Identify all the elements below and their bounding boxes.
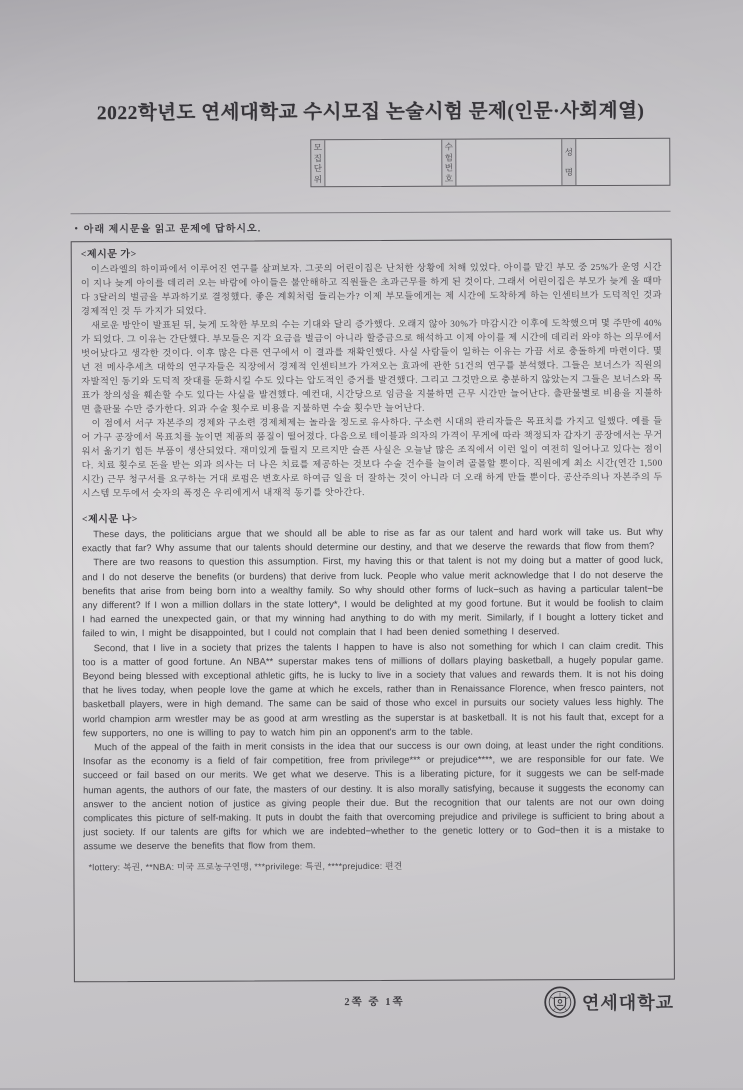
candidate-info-table: [310, 138, 670, 188]
section-divider: [71, 211, 671, 215]
footnote: *lottery: 복권, **NBA: 미국 프로농구연맹, ***privilege: 특권, ****prejudice: 편견: [88, 860, 403, 872]
passage-b: [82, 511, 665, 873]
yonsei-emblem-icon: [544, 986, 576, 1018]
passage-b-paragraph: There are two reasons to question this assumption. First, my having this or that talent is not my doing but a matter of good luck, and I do not deserve the benefits (or burdens) that derive from luck. People who value merit acknowledge that I do not deserve the benefits that arise from being born into a wealthy family. So why should other forms of luck−such as having a particular talent−be any different? If I won a million dollars in the state lottery*, I would be delighted at my good fortune. But it would be foolish to claim I had earned the unexpected gain, or that my winning had anything to do with my merit. Similarly, if I bought a lottery ticket and failed to win, I might be disappointed, but I could not complain that I had been denied something I deserved.: [82, 554, 664, 639]
passage-a-paragraph: 이스라엘의 하이파에서 이루어진 연구를 살펴보자. 그곳의 어린이집은 난처한 상황에 처해 있었다. 아이를 맡긴 부모 중 25%가 운영 시간이 지나 늦게 아이를 데리러 오는 바람에 아이들은 불안해하고 직원들은 초과근무를 하게 된 것이다. 그래서 어린이집은 부모가 늦게 올 때마다 3달러의 벌금을 부과하기로 결정했다. 좋은 계획처럼 들리는가? 이제 부모들에게는 제 시간에 도착하게 하는 인센티브가 도덕적인 것과 경제적인 것 두 가지가 되었다.: [80, 261, 662, 317]
info-field-name: [576, 139, 669, 185]
info-field-exam-number: [456, 139, 562, 185]
passage-a: [81, 246, 663, 501]
university-name: 연세대학교: [581, 992, 675, 1014]
passage-b-heading: <제시문 나>: [81, 514, 138, 526]
passage-b-paragraph: These days, the politicians argue that we should all be able to rise as far as our talent and hard work will take us. But why exactly that far? Why assume that our talents should determine our destiny, and that we deserve the rewards that flow from them?: [81, 525, 663, 554]
bullet-marker: •: [74, 223, 79, 234]
info-field-admission-unit: [325, 140, 442, 187]
instruction-text: 아래 제시문을 읽고 문제에 답하시오.: [83, 223, 262, 236]
info-label-name: 성명: [562, 139, 576, 185]
university-logo: [544, 985, 674, 1020]
passage-a-paragraph: 새로운 방안이 발표된 뒤, 늦게 도착한 부모의 수는 기대와 달리 증가했다. 오래지 않아 30%가 마감시간 이후에 도착했으며 몇 주만에 40%가 되었다. 그 이유는 간단했다. 부모들은 지각 요금을 벌금이 아니라 할증금으로 해석하고 이제 아이를 제 시간에 데리러 와야 하는 의무에서 벗어났다고 생각한 것이다. 이후 많은 다른 연구에서 이 결과를 재확인했다. 사실 사람들이 일하는 이유는 가끔 서로 충돌하게 마련이다. 몇 년 전 메사추세츠 대학의 연구자들은 직장에서 경제적 인센티브가 가져오는 효과에 관한 51건의 연구를 분석했다. 그들은 보너스가 직원의 자발적인 동기와 도덕적 잣대를 둔화시킬 수도 있다는 압도적인 증거를 발견했다. 그리고 그것만으로 충분하지 않았는지 그들은 보너스와 목표가 창의성을 훼손할 수도 있다는 사실을 발견했다. 예컨대, 시간당으로 임금을 지불하면 근무 시간만 늘어난다. 출판물별로 비용을 지불하면 출판물 수만 증가한다. 외과 수술 횟수로 비용을 지불하면 수술 횟수만 늘어난다.: [81, 317, 663, 415]
passage-b-paragraph: Much of the appeal of the faith in merit consists in the idea that our success is our own doing, at least under the right conditions. Insofar as the economy is a field of fair competition, free from privilege*** or prejudice****, we are responsible for our fate. We succeed or fail based on our merits. We get what we deserve. This is a liberating picture, for it suggests we can be self-made human agents, the authors of our fate, the masters of our destiny. It is also morally satisfying, because it suggests the economy can answer to the ancient notion of justice as giving people their due. But the recognition that our talents are not our own doing complicates this picture of self-making. It puts in doubt the faith that overcoming prejudice and privilege is sufficient to bring about a just society. If our talents are gifts for which we are indebted−whether to the genetic lottery or to God−then it is a mistake to assume we deserve the benefits that flow from them.: [82, 738, 665, 852]
info-label-exam-number: 수험번호: [442, 140, 456, 186]
passage-a-heading: <제시문 가>: [80, 249, 137, 261]
page-title: 2022학년도 연세대학교 수시모집 논술시험 문제(인문·사회계열): [96, 100, 645, 125]
instruction-line: [75, 218, 635, 235]
page-indicator: 2쪽 중 1쪽: [344, 996, 405, 1009]
passage-a-paragraph: 이 점에서 서구 자본주의 경제와 구소련 경제체제는 놀라울 정도로 유사하다. 구소련 시대의 관리자들은 목표치를 가지고 일했다. 예를 들어 가구 공장에서 목표치를 높이면 제품의 품질이 떨어졌다. 다음으로 테이블과 의자의 가격이 무게에 따라 책정되자 갑자기 공장에서는 무거워서 옮기기 힘든 부품이 생산되었다. 재미있게 들릴지 모르지만 슬픈 사실은 오늘날 많은 조직에서 이런 일이 여전히 일어나고 있다는 점이다. 치료 횟수로 돈을 받는 외과 의사는 더 나은 치료를 제공하는 것보다 수술 건수를 늘이려 골몰할 뿐이다. 직원에게 최소 시간(연간 1,500시간) 근무 청구서를 요구하는 거대 로펌은 변호사로 하여금 일을 더 잘하는 것이 아니라 더 오래 하게 만들 뿐이다. 공산주의나 자본주의 두 시스템 모두에서 숫자의 폭정은 우리에게서 내재적 동기를 앗아간다.: [81, 415, 663, 499]
info-label-admission-unit: 모집단위: [311, 140, 325, 186]
passage-box: [71, 239, 675, 983]
passage-b-paragraph: Second, that I live in a society that prizes the talents I happen to have is also not something for which I can claim credit. This too is a matter of good fortune. An NBA** superstar makes tens of millions of dollars playing basketball, a hugely popular game. Beyond being blessed with exceptional athletic gifts, he is lucky to live in a society that values and rewards them. It is not his doing that he lives today, when people love the game at which he excels, rather than in Renaissance Florence, when fresco painters, not basketball players, were in high demand. The same can be said of those who excel in pursuits our society values less highly. The world champion arm wrestler may be as good at arm wrestling as the superstar is at basketball. It is not his fault that, except for a few supporters, no one is willing to pay to watch him pin an opponent's arm to the table.: [82, 639, 664, 739]
